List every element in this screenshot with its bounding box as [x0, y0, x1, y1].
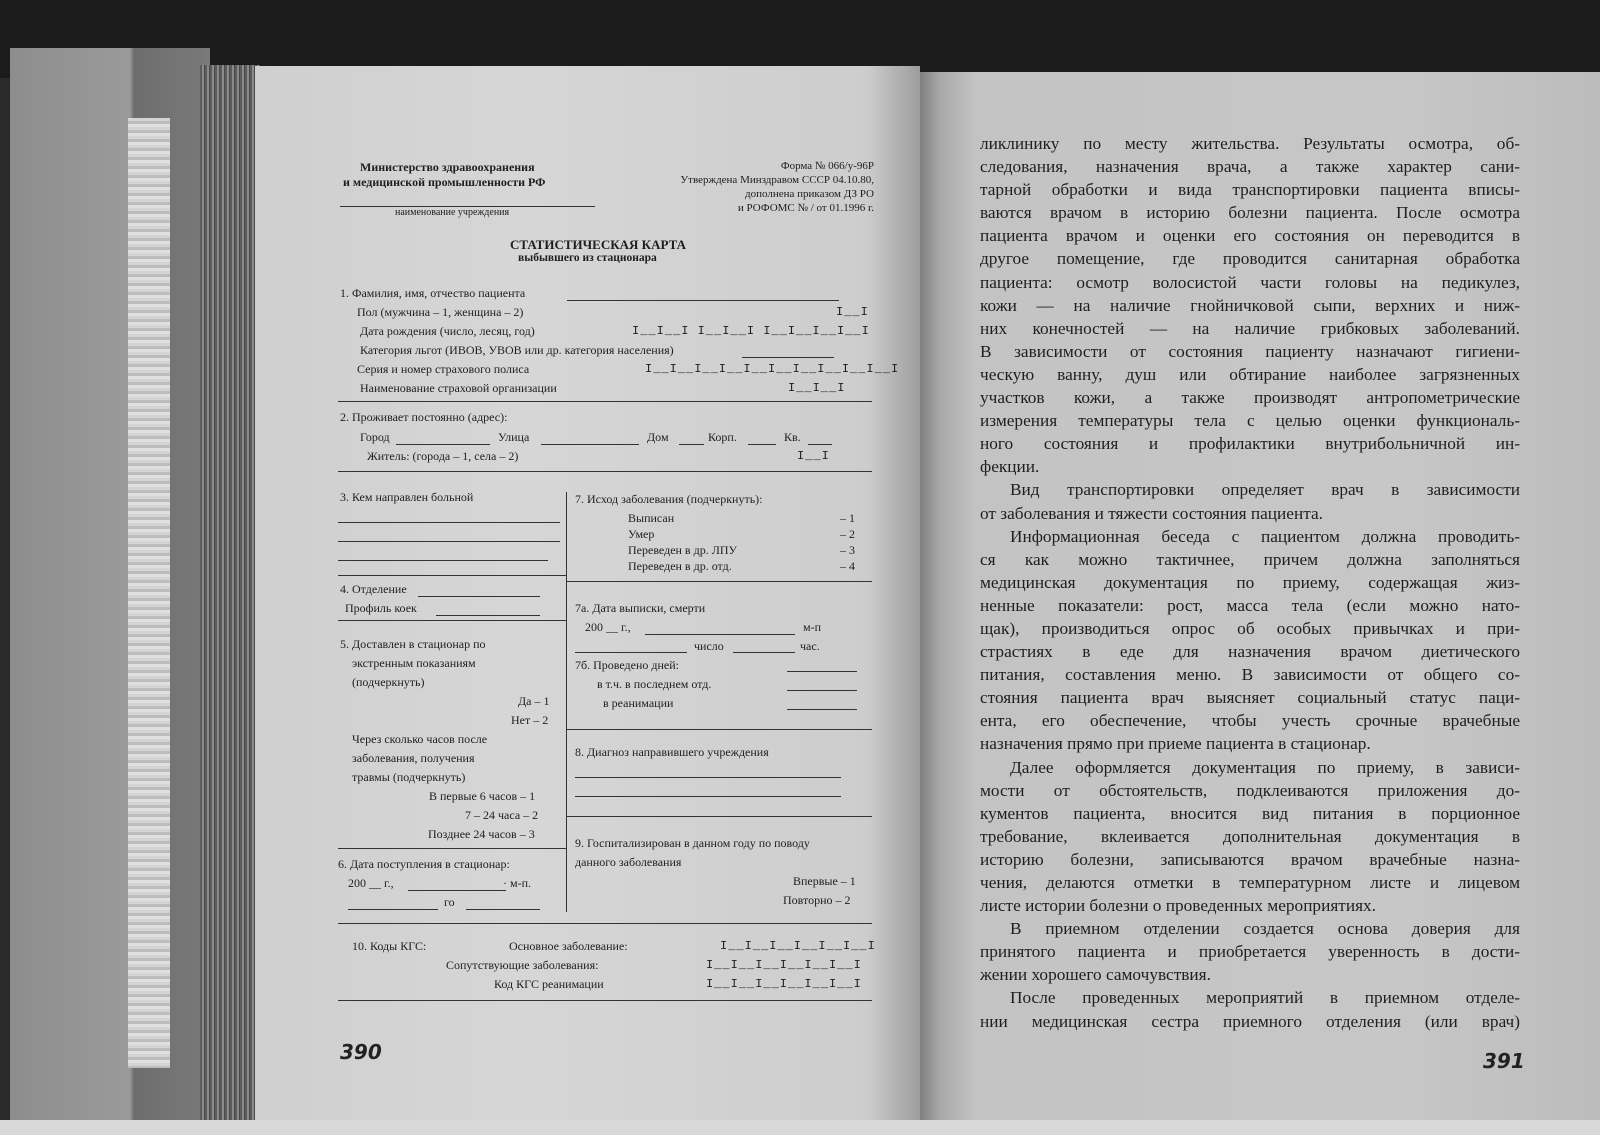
- s5-hours-2: заболевания, получения: [352, 751, 475, 765]
- s1-dob: Дата рождения (число, лесяц, год): [360, 324, 535, 338]
- text-line: листе истории болезни о проведенных мероприятиях.: [980, 896, 1376, 916]
- s6-line-2: [348, 909, 438, 910]
- text-line: В зависимости от состояния пациенту назначают гигиени-: [980, 341, 1520, 361]
- text-line: ся как можно тактичнее, причем должна заполняться: [980, 549, 1520, 569]
- s7b-line-2: [787, 690, 857, 691]
- page-number-right: 391: [1483, 1049, 1525, 1073]
- text-line: мости от обстоятельств, подклеиваются приложения до-: [980, 780, 1520, 800]
- text-line: В приемном отделении создается основа доверия для: [1010, 919, 1520, 939]
- s5-line-2: экстренным показаниям: [352, 656, 476, 670]
- divider-9: [338, 923, 872, 924]
- text-line: них конечностей — на наличие грибковых заболеваний.: [980, 318, 1520, 338]
- s3-line-2: [338, 541, 560, 542]
- text-line: щак), производиться опрос об особых привычках и при-: [980, 618, 1520, 638]
- text-line: После проведенных мероприятий в приемном отделе-: [1010, 988, 1520, 1008]
- s1-dob-boxes: I__I__I I__I__I I__I__I__I__I: [632, 324, 870, 338]
- s7-code-2: – 2: [840, 527, 855, 541]
- s10-label: 10. Коды КГС:: [352, 939, 427, 953]
- text-line: другое помещение, где проводится санитарная обработка: [980, 249, 1520, 269]
- right-page-text: [980, 132, 1520, 1033]
- divider-7: [566, 581, 872, 582]
- divider-4: [338, 620, 566, 621]
- page-stack-edge: [200, 65, 260, 1120]
- s5-line-1: 5. Доставлен в стационар по: [340, 637, 486, 651]
- text-line: пациента врачом и оценки его состояния он переводится в: [980, 226, 1520, 246]
- text-line: пациента: осмотр волосистой части головы на педикулез,: [980, 272, 1520, 292]
- s6-label: 6. Дата поступления в стационар:: [338, 857, 510, 871]
- s1-sex-box: I__I: [836, 305, 869, 319]
- s2-building-line: [748, 444, 776, 445]
- s6-go: го: [444, 895, 455, 909]
- s9-line-1: 9. Госпитализирован в данном году по поводу: [575, 836, 810, 850]
- s7-outcome-1: Выписан: [628, 511, 675, 525]
- s2-resident-box: I__I: [797, 449, 830, 463]
- text-line: ческую ванну, душ или обтирание наиболее загрязненных: [980, 364, 1520, 384]
- divider-3: [338, 575, 566, 576]
- s5-hours-1: Через сколько часов после: [352, 732, 488, 746]
- s7b-label: 7б. Проведено дней:: [575, 658, 679, 672]
- s10-icu: Код КГС реанимации: [494, 977, 604, 991]
- institution-caption: наименование учреждения: [395, 207, 510, 218]
- text-line: фекции.: [980, 457, 1040, 477]
- s5-option-3: Позднее 24 часов – 3: [428, 827, 535, 841]
- s5-hours-3: травмы (подчеркнуть): [352, 770, 466, 784]
- text-line: Информационная беседа с пациентом должна проводить-: [1010, 526, 1520, 546]
- s5-yes: Да – 1: [518, 694, 550, 708]
- text-line: нии медицинская сестра приемного отделения (или врач): [980, 1011, 1520, 1031]
- s7b-line-3: [787, 709, 857, 710]
- s5-no: Нет – 2: [511, 713, 549, 727]
- ministry-line-1: Министерство здравоохранения: [360, 160, 535, 174]
- text-line: кументов пациента, вносится вид питания в порционное: [980, 803, 1520, 823]
- s6-year: 200 __ г.,: [348, 876, 394, 890]
- s2-resident: Житель: (города – 1, села – 2): [367, 449, 519, 463]
- s8-line-1: [575, 777, 841, 778]
- form-approval-2: дополнена приказом ДЗ РО: [745, 188, 874, 200]
- text-line: измерения температуры тела с целью оценки функциональ-: [980, 411, 1520, 431]
- s7b-last: в т.ч. в последнем отд.: [597, 677, 712, 691]
- s7-outcome-2: Умер: [628, 527, 655, 541]
- text-line: кожи — на наличие гнойничковой сыпи, верхних и ниж-: [980, 295, 1520, 315]
- form-subtitle: выбывшего из стационара: [518, 252, 657, 264]
- text-line: медицинская документация по приему, содержащая жиз-: [980, 572, 1520, 592]
- text-line: ного состояния и профилактики внутрибольничной ин-: [980, 434, 1520, 454]
- s1-insurer-boxes: I__I__I: [788, 381, 846, 395]
- s7-code-4: – 4: [840, 559, 855, 573]
- s2-house: Дом: [647, 430, 669, 444]
- s2-building: Корп.: [708, 430, 737, 444]
- s8-label: 8. Диагноз направившего учреждения: [575, 745, 769, 759]
- s7-code-3: – 3: [840, 543, 855, 557]
- text-line: жении хорошего самочувствия.: [980, 965, 1211, 985]
- s5-option-2: 7 – 24 часа – 2: [465, 808, 539, 822]
- s3-line-3: [338, 560, 548, 561]
- s7-outcome-4: Переведен в др. отд.: [628, 559, 732, 573]
- divider-2: [338, 471, 872, 472]
- s1-policy: Серия и номер страхового полиса: [357, 362, 530, 376]
- s5-option-1: В первые 6 часов – 1: [429, 789, 536, 803]
- text-line: принятого пациента и приобретается уверенность в дости-: [980, 942, 1520, 962]
- text-line: Вид транспортировки определяет врач в зависимости: [1010, 480, 1520, 500]
- s7a-line-2: [575, 652, 687, 653]
- s7a-date-line: [645, 634, 795, 635]
- spine-strip: [128, 118, 170, 1068]
- text-line: ваются врачом в историю болезни пациента. После осмотра: [980, 203, 1520, 223]
- s7a-year: 200 __ г.,: [585, 620, 631, 634]
- form-approval-3: и РОФОМС № / от 01.1996 г.: [737, 202, 874, 214]
- s7b-icu: в реанимации: [603, 696, 674, 710]
- s7-outcome-3: Переведен в др. ЛПУ: [628, 543, 738, 557]
- s1-benefit: Категория льгот (ИВОВ, УВОВ или др. категория населения): [360, 343, 674, 357]
- s10-icu-boxes: I__I__I__I__I__I__I: [706, 977, 862, 991]
- s2-apt-line: [808, 444, 832, 445]
- text-line: ненные показатели: рост, масса тела (если можно нато-: [980, 595, 1520, 615]
- s7a-mp: м-п: [803, 620, 822, 634]
- s1-insurer: Наименование страховой организации: [360, 381, 557, 395]
- form-title: СТАТИСТИЧЕСКАЯ КАРТА: [510, 237, 686, 252]
- form-approval-1: Утверждена Минздравом СССР 04.10.80,: [680, 174, 874, 186]
- s10-comorbid-boxes: I__I__I__I__I__I__I: [706, 958, 862, 972]
- text-line: требование, вклеивается дополнительная документация в: [980, 826, 1520, 846]
- divider-5: [338, 848, 566, 849]
- s9-repeat: Повторно – 2: [783, 893, 851, 907]
- page-number-left: 390: [340, 1040, 382, 1064]
- divider-1: [338, 401, 872, 402]
- s2-house-line: [679, 444, 704, 445]
- text-line: ликлинику по месту жительства. Результаты осмотра, об-: [980, 134, 1520, 153]
- s3-line-1: [338, 522, 560, 523]
- s1-benefit-line: [742, 357, 834, 358]
- s4-label: 4. Отделение: [340, 582, 407, 596]
- s7-code-1: – 1: [840, 511, 855, 525]
- s9-first: Впервые – 1: [793, 874, 856, 888]
- s6-mp: · м-п.: [503, 876, 532, 890]
- text-line: участков кожи, а также производят антропометрические: [980, 388, 1520, 408]
- text-line: страстиях в еде для назначения врачом диетического: [980, 642, 1520, 662]
- s9-line-2: данного заболевания: [575, 855, 682, 869]
- s10-main-boxes: I__I__I__I__I__I__I: [720, 939, 876, 953]
- book-spine-edge: [10, 48, 210, 1120]
- s7a-label: 7а. Дата выписки, смерти: [575, 601, 706, 615]
- text-line: стояния пациента врач выясняет социальный статус паци-: [980, 688, 1520, 708]
- s6-date-line: [408, 890, 506, 891]
- s5-line-3: (подчеркнуть): [352, 675, 425, 689]
- text-line: тарной обработки и вида транспортировки пациента вписы-: [980, 180, 1520, 200]
- ministry-line-2: и медицинской промышленности РФ: [343, 175, 546, 189]
- s3-label: 3. Кем направлен больной: [340, 490, 474, 504]
- form-number: Форма № 066/у-96Р: [780, 160, 874, 172]
- text-line: следования, назначения врача, а также характер сани-: [980, 157, 1520, 177]
- s1-name-line: [567, 300, 839, 301]
- s2-city-line: [396, 444, 490, 445]
- s1-policy-boxes: I__I__I__I__I__I__I__I__I__I__I: [645, 362, 900, 376]
- s8-line-2: [575, 796, 841, 797]
- s10-comorbid: Сопутствующие заболевания:: [446, 958, 599, 972]
- divider-10: [338, 1000, 872, 1001]
- s10-main: Основное заболевание:: [509, 939, 628, 953]
- text-line: историю болезни, записываются врачом врачебные назна-: [980, 849, 1520, 869]
- text-line: ента, его обеспечение, чтобы учесть срочные врачебные: [980, 711, 1520, 731]
- s7b-line-1: [787, 671, 857, 672]
- s4-line: [418, 596, 540, 597]
- s4-beds-line: [436, 615, 540, 616]
- column-divider: [566, 492, 567, 912]
- scan-bottom-band: [0, 1120, 1600, 1135]
- text-line: питания, составления меню. В зависимости от общего со-: [980, 665, 1520, 685]
- s6-line-3: [466, 909, 540, 910]
- text-line: от заболевания и тяжести состояния пациента.: [980, 503, 1323, 523]
- s7a-hour: час.: [800, 639, 820, 653]
- s2-city: Город: [360, 430, 390, 444]
- s4-beds: Профиль коек: [345, 601, 417, 615]
- s2-street: Улица: [498, 430, 530, 444]
- s1-sex: Пол (мужчина – 1, женщина – 2): [357, 305, 524, 319]
- s2-street-line: [541, 444, 639, 445]
- s1-label: 1. Фамилия, имя, отчество пациента: [340, 286, 526, 300]
- s7a-line-3: [733, 652, 795, 653]
- s2-label: 2. Проживает постоянно (адрес):: [340, 410, 508, 424]
- divider-8: [566, 816, 872, 817]
- s7a-day: число: [694, 639, 724, 653]
- text-line: назначения прямо при приеме пациента в стационар.: [980, 734, 1371, 754]
- s7-label: 7. Исход заболевания (подчеркнуть):: [575, 492, 763, 506]
- s2-apt: Кв.: [784, 430, 801, 444]
- text-line: чения, делаются отметки в температурном листе и лицевом: [980, 873, 1520, 892]
- text-line: Далее оформляется документация по приему, в зависи-: [1010, 757, 1520, 777]
- divider-7b: [566, 729, 872, 730]
